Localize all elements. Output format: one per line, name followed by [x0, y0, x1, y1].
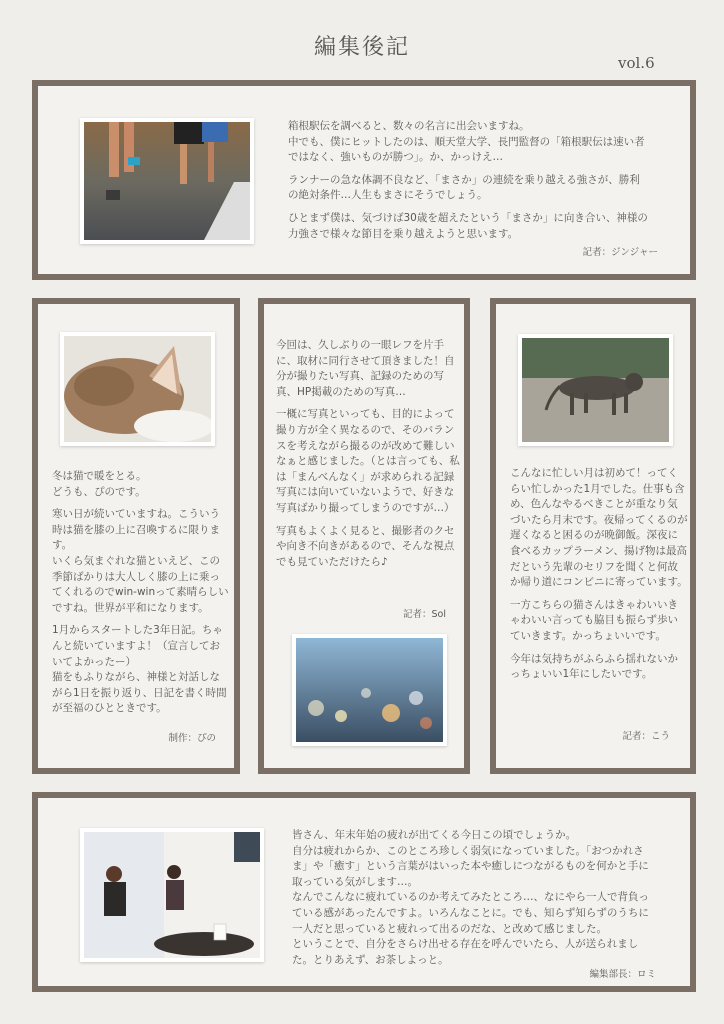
- article-top-paragraph: ひとまず僕は、気づけば30歳を超えたという「まさか」に向き合い、神様の 力強さで様々な節目を乗り越えようと思います。: [288, 211, 648, 240]
- article-top-text: [288, 119, 683, 249]
- article-top-paragraph: ランナーの急な体調不良など、「まさか」の連続を乗り越える強さが、勝利 の絶対条件…人生もまさにそうでしょう。: [288, 173, 640, 202]
- article-top-byline: 記者：ジンジャー: [582, 247, 658, 258]
- sleeping-cat-photo: [60, 332, 215, 446]
- article-middle-paragraph: 写真もよくよく見ると、撮影者のクセや向き不向きがあるので、そんな視点でも見ていただけたら♪: [276, 524, 455, 568]
- article-right-byline: 記者：こう: [622, 731, 670, 742]
- article-bottom-text: [292, 828, 688, 975]
- article-frame-right: [490, 298, 696, 774]
- article-left-paragraph: 寒い日が続いていますね。こういう時は猫を膝の上に召喚するに限ります。 いくら気まぐれな猫といえど、この季節ばかりは大人しく膝の上に乗ってくれるのでwin-winって素晴らしいですね。世界が平和になります。: [52, 508, 229, 614]
- bokeh-city-lights-photo: [292, 634, 447, 746]
- article-bottom-paragraph: 皆さん、年末年始の疲れが出てくる今日この頃でしょうか。 自分は疲れからか、このところ珍しく弱気になっていました。「おつかれさ ま」や「癒す」という言葉がはいった本や癒しにつながるものを何かと手に 取っている気がします…。 なんでこんなに疲れているのか考えてみたところ…、なにやら一人で背負っ ている感があったんですよ。いろんなことに。でも、知らず知らずのうちに 一人だと思っていると疲れって出るのだな、と改めて感じました。 ということで、自分をさらけ出せる存在を呼んでいたら、人が送られまし た。とりあえず、お茶しよっと。: [292, 829, 649, 966]
- page-title: 編集後記: [313, 35, 410, 60]
- article-left-paragraph: 1月からスタートした3年日記。ちゃんと続いていますよ！（宣言しておいてよかったー） 猫をもふりながら、神様と対話しながら1日を振り返り、日記を書く時間が至福のひとときです。: [52, 624, 227, 715]
- walking-cat-photo: [518, 334, 673, 446]
- article-right-paragraph: 一方こちらの猫さんはきゃわいいきゃわいい言っても脇目も振らず歩いていきます。かっちょいいです。: [510, 598, 678, 642]
- article-middle-paragraph: 今回は、久しぶりの一眼レフを片手に、取材に同行させて頂きました！自分が撮りたい写真、記録のための写真、HP掲載のための写真…: [276, 339, 455, 398]
- article-right-paragraph: 今年は気持ちがふらふら揺れないかっちょいい1年にしたいです。: [510, 652, 678, 681]
- article-middle-text: [276, 338, 462, 577]
- article-left-byline: 制作：ぴの: [168, 733, 216, 744]
- volume-label: vol.6: [618, 54, 655, 72]
- article-bottom-byline: 編集部長：ロミ: [589, 969, 656, 980]
- article-middle-byline: 記者：Sol: [403, 609, 446, 620]
- article-frame-middle: [258, 298, 470, 774]
- marathon-runners-photo: [80, 118, 254, 244]
- article-middle-paragraph: 一概に写真といっても、目的によって撮り方が全く異なるので、そのバランスを考えながら撮るのが改めて難しいなぁと感じました。（とは言っても、私は「まんべんなく」が求められる記録写真には向いていないようで、好きな写真ばかり撮ってしまうのですが…）: [276, 408, 460, 514]
- article-top-paragraph: 箱根駅伝を調べると、数々の名言に出会いますね。 中でも、僕にヒットしたのは、順天堂大学、長門監督の「箱根駅伝は速い者 ではなく、強いものが勝つ」。か、かっけえ…: [288, 120, 645, 164]
- article-left-text: [52, 469, 230, 724]
- article-right-paragraph: こんなに忙しい月は初めて！ってくらい忙しかった1月でした。仕事も含め、色んなやるべきことが重なり気づいたら月末です。夜帰ってくるのが遅くなると困るのが晩御飯。深夜に食べるカップラーメン、揚げ物は最高だという先輩のセリフを聞くと何故か帰り道にコンビニに寄っています。: [510, 467, 688, 589]
- article-frame-bottom: [32, 792, 696, 992]
- article-frame-left: [32, 298, 240, 774]
- article-right-text: [510, 466, 688, 690]
- article-left-paragraph: 冬は猫で暖をとる。 どうも、ぴのです。: [52, 470, 147, 498]
- article-frame-top: [32, 80, 696, 280]
- cafe-conversation-photo: [80, 828, 264, 962]
